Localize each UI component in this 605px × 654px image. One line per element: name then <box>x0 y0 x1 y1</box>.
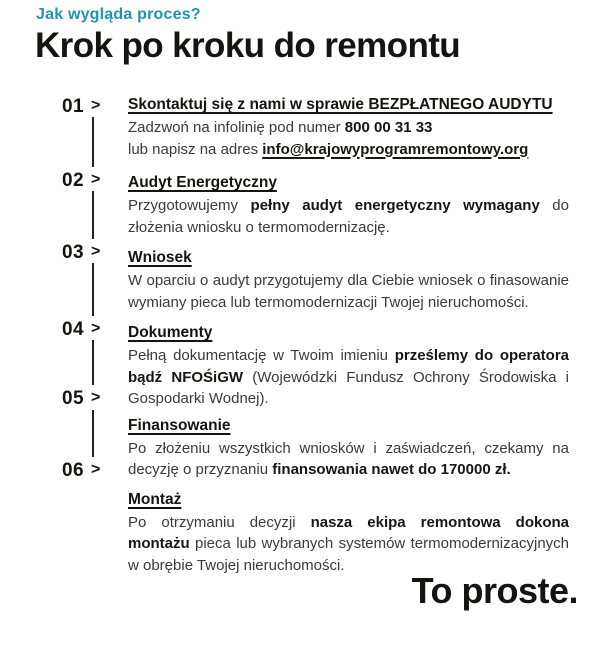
chevron-right-icon: > <box>90 243 101 260</box>
step-number-02: 02 > <box>62 170 101 191</box>
chevron-right-icon: > <box>90 461 101 478</box>
step-item-application <box>128 247 569 313</box>
step-item-contact <box>128 94 569 160</box>
phone-number: 800 00 31 33 <box>344 119 433 136</box>
phone-line: Zadzwoń na infolinię pod numer 800 00 31 33 <box>128 119 433 136</box>
rail-line-segment <box>92 340 94 385</box>
step-item-documents <box>128 322 569 410</box>
step-body: Przygotowujemy pełny audyt energetyczny wymagany do złożenia wniosku o termomodernizację. <box>128 197 569 236</box>
chevron-right-icon: > <box>90 320 101 337</box>
rail-line-segment <box>92 263 94 316</box>
step-number-04: 04 > <box>62 319 101 340</box>
step-title-installation: Montaż <box>128 490 182 508</box>
section-eyebrow: Jak wygląda proces? <box>36 6 201 23</box>
step-body: W oparciu o audyt przygotujemy dla Ciebie wniosek o finasowanie wymiany pieca lub termomodernizacji Twojej nieruchomości. <box>128 272 569 311</box>
step-number-01: 01 > <box>62 96 101 117</box>
email-line: lub napisz na adres info@krajowyprogramremontowy.org <box>128 140 529 158</box>
step-body: Po otrzymaniu decyzji nasza ekipa remontowa dokona montażu pieca lub wybranych systemów termomodernizacyjnych w obrębie Twojej nieruchomości. <box>128 513 569 574</box>
email-link[interactable]: info@krajowyprogramremontowy.org <box>262 140 529 158</box>
rail-line-segment <box>92 117 94 167</box>
step-body <box>128 117 569 160</box>
step-item-audit <box>128 172 569 238</box>
page-title: Krok po kroku do remontu <box>35 26 461 65</box>
step-title-contact: Skontaktuj się z nami w sprawie BEZPŁATNEGO AUDYTU <box>128 96 553 113</box>
step-number-03: 03 > <box>62 242 101 263</box>
step-body: Pełną dokumentację w Twoim imieniu prześlemy do operatora bądź NFOŚiGW (Wojewódzki Fundusz Ochrony Środowiska i Gospodarki Wodnej). <box>128 347 569 407</box>
rail-line-segment <box>92 191 94 239</box>
chevron-right-icon: > <box>90 171 101 188</box>
rail-line-segment <box>92 410 94 457</box>
closing-text: To proste. <box>411 570 578 611</box>
chevron-right-icon: > <box>90 389 101 406</box>
step-title-application: Wniosek <box>128 249 192 266</box>
step-body: Po złożeniu wszystkich wniosków i zaświadczeń, czekamy na decyzję o przyznaniu finansowania nawet do 170000 zł. <box>128 439 569 478</box>
step-title-audit: Audyt Energetyczny <box>128 174 278 191</box>
steps-list <box>128 94 569 576</box>
step-number-05: 05 > <box>62 388 101 409</box>
step-number-06: 06 > <box>62 460 101 481</box>
step-title-documents: Dokumenty <box>128 324 213 341</box>
step-item-installation <box>128 489 569 577</box>
step-title-financing: Finansowanie <box>128 416 231 434</box>
chevron-right-icon: > <box>90 97 101 114</box>
step-item-financing <box>128 415 569 481</box>
